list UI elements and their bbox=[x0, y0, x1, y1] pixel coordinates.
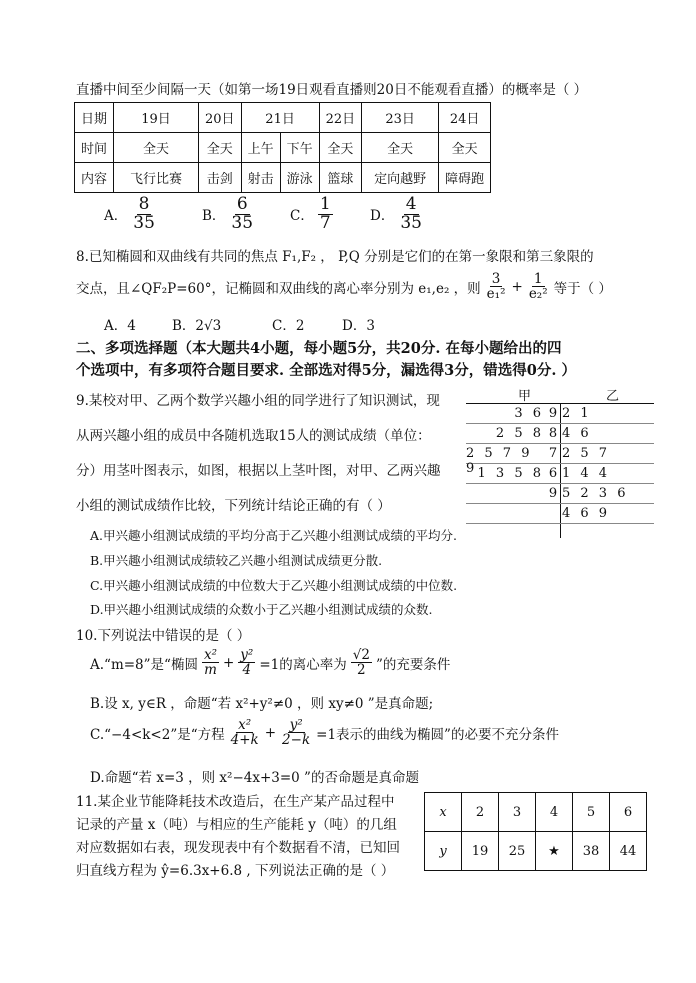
table-cell: 上午 bbox=[241, 133, 280, 163]
q8-option-c: C．2 bbox=[272, 318, 305, 334]
denominator: 35 bbox=[231, 212, 254, 233]
right-leaves: 5 2 3 6 bbox=[562, 486, 629, 501]
table-cell: 19日 bbox=[114, 103, 199, 133]
option-label: A． bbox=[104, 208, 128, 225]
q8-line2 bbox=[76, 272, 612, 301]
numerator: 3 bbox=[491, 271, 501, 287]
option-label: C． bbox=[290, 208, 314, 225]
q11-line3: 对应数据如右表，现发现表中有个数据看不清，已知回 bbox=[76, 840, 400, 856]
q10-option-b: B.设 x, y∈R ，命题“若 x²+y²≠0 ，则 xy≠0 ”是真命题; bbox=[90, 696, 434, 712]
denominator: e₂² bbox=[528, 286, 548, 303]
q7-option-a bbox=[104, 196, 161, 233]
table-cell: 24日 bbox=[439, 103, 491, 133]
numerator: 4 bbox=[405, 194, 417, 214]
numerator: x² bbox=[203, 647, 217, 663]
q11-line2: 记录的产量 x（吨）与相应的生产能耗 y（吨）的几组 bbox=[76, 817, 397, 833]
table-cell: 22日 bbox=[319, 103, 362, 133]
table-row bbox=[425, 832, 647, 871]
table-row bbox=[466, 504, 654, 524]
table-row bbox=[75, 103, 491, 133]
table-cell: 障碍跑 bbox=[439, 163, 491, 193]
q8-text: 交点，且∠QF₂P=60°，记椭圆和双曲线的离心率分别为 e₁,e₂ ，则 bbox=[76, 280, 481, 297]
q10-option-c bbox=[90, 718, 559, 747]
right-leaves: 4 6 9 bbox=[562, 506, 611, 521]
section2-heading-line2: 个选项中，有多项符合题目要求. 全部选对得5分，漏选得3分，错选得0分. ） bbox=[76, 362, 576, 379]
fraction bbox=[131, 196, 157, 233]
q9-line2: 从两兴趣小组的成员中各随机选取15人的测试成绩（单位： bbox=[76, 428, 431, 444]
q8-option-b: B．2√3 bbox=[172, 318, 222, 334]
fraction bbox=[318, 196, 333, 233]
q9-option-d: D.甲兴趣小组测试成绩的众数小于乙兴趣小组测试成绩的众数. bbox=[90, 602, 433, 617]
q7-option-b bbox=[202, 196, 259, 233]
fraction bbox=[398, 196, 424, 233]
right-group-title: 乙 bbox=[606, 389, 620, 404]
q10-text: ”的充要条件 bbox=[375, 656, 451, 673]
option-label: D． bbox=[370, 208, 395, 225]
q9-line1: 9.某校对甲、乙两个数学兴趣小组的同学进行了知识测试，现 bbox=[76, 393, 440, 409]
left-leaves: 2 5 8 bbox=[495, 426, 544, 441]
fraction bbox=[202, 648, 219, 677]
denominator: 4+k bbox=[230, 732, 259, 749]
fraction bbox=[229, 718, 261, 747]
denominator: 2 bbox=[357, 662, 366, 679]
stem-value: 7 bbox=[548, 446, 558, 461]
plus-sign: + bbox=[222, 654, 235, 671]
right-leaves: 2 5 7 bbox=[562, 446, 611, 461]
denominator: e₁² bbox=[486, 286, 506, 303]
table-cell: 20日 bbox=[199, 103, 242, 133]
q10-text: =1表示的曲线为椭圆”的必要不充分条件 bbox=[316, 726, 559, 743]
table-cell: 下午 bbox=[280, 133, 319, 163]
table-cell: 全天 bbox=[439, 133, 491, 163]
table-cell: 23日 bbox=[362, 103, 439, 133]
right-leaves: 1 4 4 bbox=[562, 466, 611, 481]
table-cell: 全天 bbox=[114, 133, 199, 163]
schedule-table bbox=[74, 102, 491, 193]
denominator: 2−k bbox=[282, 732, 311, 749]
q8-text: 等于（ ） bbox=[553, 280, 612, 297]
q10-text: C.“−4<k<2”是“方程 bbox=[90, 726, 225, 743]
q10-text: A.“m=8”是“椭圆 bbox=[90, 656, 198, 673]
plus-sign: + bbox=[511, 278, 523, 295]
table-cell: 全天 bbox=[362, 133, 439, 163]
fraction bbox=[527, 272, 550, 301]
numerator: 8 bbox=[138, 194, 150, 214]
q7-option-c bbox=[290, 196, 337, 233]
numerator: y² bbox=[289, 717, 303, 733]
denominator: 4 bbox=[242, 662, 252, 679]
q10-option-a bbox=[90, 648, 450, 677]
q9-option-b: B.甲兴趣小组测试成绩较乙兴趣小组测试成绩更分散. bbox=[90, 553, 383, 568]
q10-text: =1的离心率为 bbox=[259, 656, 347, 673]
table-cell: 38 bbox=[573, 832, 610, 871]
table-cell: y bbox=[425, 832, 462, 871]
table-cell: 5 bbox=[573, 793, 610, 832]
left-leaves: 1 3 5 8 bbox=[477, 466, 544, 481]
table-cell: 6 bbox=[610, 793, 647, 832]
table-row bbox=[75, 163, 491, 193]
plus-sign: + bbox=[264, 724, 277, 741]
stem-value: 9 bbox=[548, 406, 558, 421]
q9-line3: 分）用茎叶图表示，如图，根据以上茎叶图，对甲、乙两兴趣 bbox=[76, 463, 441, 479]
table-cell: 内容 bbox=[75, 163, 114, 193]
q7-tail-text: 直播中间至少间隔一天（如第一场19日观看直播则20日不能观看直播）的概率是（ ） bbox=[76, 82, 588, 98]
fraction bbox=[351, 648, 372, 677]
table-cell: 飞行比赛 bbox=[114, 163, 199, 193]
q8-option-a: A．4 bbox=[104, 318, 136, 334]
numerator: 1 bbox=[533, 271, 543, 287]
q7-option-d bbox=[370, 196, 428, 233]
table-cell: 射击 bbox=[241, 163, 280, 193]
numerator: y² bbox=[240, 647, 254, 663]
table-cell: 2 bbox=[462, 793, 499, 832]
table-row bbox=[466, 404, 654, 424]
table-cell: 篮球 bbox=[319, 163, 362, 193]
table-cell: 日期 bbox=[75, 103, 114, 133]
q10-option-d: D.命题“若 x=3 ，则 x²−4x+3=0 ”的否命题是真命题 bbox=[90, 770, 419, 786]
fraction bbox=[229, 196, 255, 233]
fraction bbox=[485, 272, 508, 301]
table-row bbox=[466, 464, 654, 484]
table-cell: 定向越野 bbox=[362, 163, 439, 193]
stem-value: 8 bbox=[548, 426, 558, 441]
stem-leaf-header bbox=[466, 384, 654, 404]
table-cell: 全天 bbox=[199, 133, 242, 163]
q9-option-c: C.甲兴趣小组测试成绩的中位数大于乙兴趣小组测试成绩的中位数. bbox=[90, 578, 458, 593]
q8-line1: 8.已知椭圆和双曲线有共同的焦点 F₁,F₂ ， P,Q 分别是它们的在第一象限和第三象限的 bbox=[76, 249, 594, 265]
left-leaves: 3 6 bbox=[514, 406, 544, 421]
denominator: 35 bbox=[133, 212, 155, 233]
numerator: x² bbox=[238, 717, 252, 733]
q10-stem: 10.下列说法中错误的是（ ） bbox=[76, 628, 251, 644]
table-row bbox=[75, 133, 491, 163]
numerator: 6 bbox=[236, 194, 248, 214]
table-row bbox=[425, 793, 647, 832]
table-cell: 全天 bbox=[319, 133, 362, 163]
table-cell: 21日 bbox=[241, 103, 319, 133]
left-group-title: 甲 bbox=[518, 389, 532, 404]
right-leaves: 2 1 bbox=[562, 406, 592, 421]
table-cell: 19 bbox=[462, 832, 499, 871]
table-cell: 3 bbox=[499, 793, 536, 832]
stem-leaf-body bbox=[466, 404, 654, 524]
left-leaves: 2 5 7 9 9 bbox=[466, 446, 533, 476]
table-row bbox=[466, 424, 654, 444]
regression-data-table bbox=[424, 792, 647, 871]
q11-line1: 11.某企业节能降耗技术改造后，在生产某产品过程中 bbox=[76, 794, 395, 810]
denominator: m bbox=[204, 662, 217, 679]
q9-line4: 小组的测试成绩作比较，下列统计结论正确的有（ ） bbox=[76, 498, 391, 514]
fraction bbox=[280, 718, 312, 747]
q8-option-d: D．3 bbox=[342, 318, 375, 334]
table-cell: 游泳 bbox=[280, 163, 319, 193]
star-icon: ★ bbox=[536, 832, 573, 871]
table-cell: 击剑 bbox=[199, 163, 242, 193]
section2-heading-line1: 二、多项选择题（本大题共4小题，每小题5分，共20分. 在每小题给出的四 bbox=[76, 340, 562, 357]
numerator: 1 bbox=[319, 194, 331, 214]
fraction bbox=[238, 648, 255, 677]
table-cell: 时间 bbox=[75, 133, 114, 163]
option-label: B． bbox=[202, 208, 226, 225]
table-cell: 4 bbox=[536, 793, 573, 832]
stem-value: 6 bbox=[548, 466, 558, 481]
table-cell: 44 bbox=[610, 832, 647, 871]
stem-leaf-plot bbox=[466, 384, 654, 524]
q11-line4: 归直线方程为 ŷ=6.3x+6.8 , 下列说法正确的是（ ） bbox=[76, 863, 395, 879]
denominator: 35 bbox=[400, 212, 422, 233]
numerator: √2 bbox=[352, 647, 370, 663]
table-cell: 25 bbox=[499, 832, 536, 871]
stem-value: 9 bbox=[548, 486, 558, 501]
denominator: 7 bbox=[319, 212, 331, 233]
table-row bbox=[466, 484, 654, 504]
right-leaves: 4 6 bbox=[562, 426, 592, 441]
table-cell: x bbox=[425, 793, 462, 832]
q9-option-a: A.甲兴趣小组测试成绩的平均分高于乙兴趣小组测试成绩的平均分. bbox=[90, 528, 457, 543]
